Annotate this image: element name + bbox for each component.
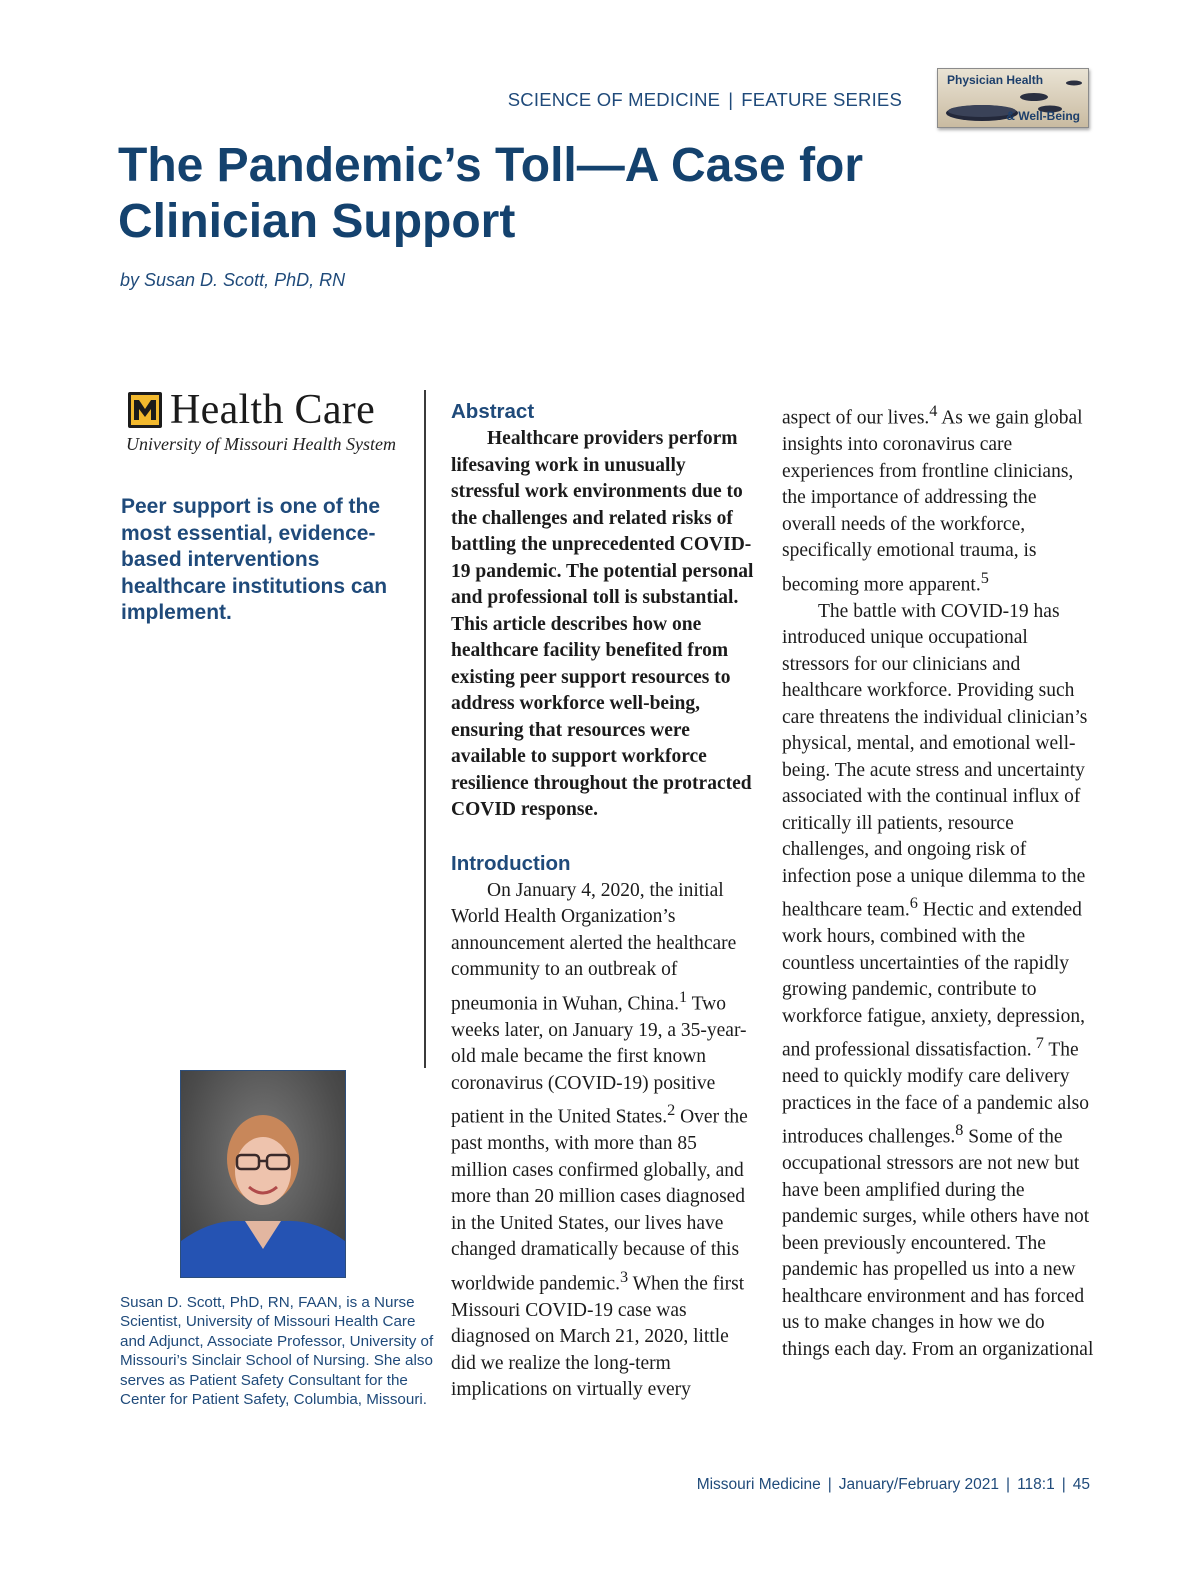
logo-name: Health Care — [170, 387, 376, 433]
author-bio: Susan D. Scott, PhD, RN, FAAN, is a Nurse Scientist, University of Missouri Health Care and Adjunct, Associate Professor, University of Missouri’s Sinclair School of Nursing. She also serves as Patient Safety Consultant for the Center for Patient Safety, Columbia, Missouri. — [120, 1294, 434, 1409]
introduction-heading: Introduction — [451, 851, 571, 875]
introduction-paragraph: On January 4, 2020, the initial World Health Organization’s announcement alerted the healthcare community to an outbreak of pneumonia in Wuhan, China.$^1$ Two weeks later, on January 19, a 35-year-old male became the first known coronavirus (COVID-19) positive patient in the United States.$^2$ Over the past months, with more than 85 million cases confirmed globally, and more than 20 million cases diagnosed in the United States, our lives have changed dramatically because of this worldwide pandemic.$^3$ When the first Missouri COVID-19 case was diagnosed on March 21, 2020, little did we realize the long-term implications on virtually every — [451, 879, 748, 1400]
reference-1: 1 — [678, 987, 688, 1006]
page-number: 45 — [1072, 1476, 1090, 1493]
author-photo — [180, 1070, 346, 1278]
reference-4: 4 — [929, 402, 938, 420]
abstract-heading: Abstract — [451, 400, 535, 423]
reference-6: 6 — [909, 894, 918, 912]
issue-date: January/February 2021 — [838, 1476, 1000, 1493]
reference-8: 8 — [955, 1121, 964, 1139]
section-label: SCIENCE OF MEDICINE — [507, 89, 721, 110]
abstract-text: Healthcare providers perform lifesaving work in unusually stressful work environments due to the challenges and related risks of battling the unprecedented COVID-19 pandemic. The potential personal and professional toll is substantial. This article describes how one healthcare facility benefited from existing peer support resources to address workforce well-being, ensuring that resources were available to support workforce resilience throughout the protracted COVID response. — [451, 428, 754, 820]
author-portrait-icon — [181, 1071, 345, 1277]
badge-subtitle: & Well-Being — [1006, 109, 1080, 123]
body-paragraph: The battle with COVID-19 has introduced unique occupational stressors for our clinicians and healthcare workforce. Providing such care threatens the individual clinician’s physical, mental, and emotional well-being. The acute stress and uncertainty associated with the continual influx of critically ill patients, resource challenges, and ongoing risk of infection pose a unique dilemma to the healthcare team.$^6$ Hectic and extended work hours, combined with the countless uncertainties of the rapidly growing pandemic, contribute to workforce fatigue, anxiety, depression, and professional dissatisfaction. $^7$ The need to quickly modify care delivery practices in the face of a pandemic also introduces challenges.$^8$ Some of the occupational stressors are not new but have been amplified during the pandemic surges, while others have not been previously encountered. The pandemic has propelled us into a new healthcare environment and has forced us to make changes in how we do things each day. From an organizational — [782, 600, 1094, 1360]
column-divider — [424, 390, 426, 1068]
byline: by Susan D. Scott, PhD, RN — [120, 270, 346, 290]
reference-3: 3 — [619, 1267, 629, 1286]
reference-2: 2 — [667, 1101, 676, 1119]
continued-paragraph: aspect of our lives.$^4$ As we gain global insights into coronavirus care experiences from frontline clinicians, the importance of addressing the overall needs of the workforce, specifically emotional trauma, is becoming more apparent.$^5$ — [782, 402, 1083, 595]
reference-5: 5 — [980, 568, 989, 587]
page-footer: Missouri Medicine | January/February 2021 | 118:1 | 45 — [696, 1476, 1090, 1493]
university-shield-icon — [128, 392, 162, 428]
journal-name: Missouri Medicine — [696, 1476, 821, 1493]
article-column-1 — [451, 398, 757, 1404]
series-label: FEATURE SERIES — [741, 89, 902, 110]
pull-quote: Peer support is one of the most essential, evidence-based interventions healthcare institutions can implement. — [121, 495, 388, 624]
article-title: The Pandemic’s Toll—A Case for Clinician Support — [118, 139, 864, 248]
article-column-2 — [782, 398, 1094, 1363]
series-badge — [937, 68, 1089, 128]
section-header: SCIENCE OF MEDICINE | FEATURE SERIES — [507, 89, 902, 110]
badge-title: Physician Health — [947, 73, 1044, 87]
reference-7: 7 — [1031, 1034, 1044, 1052]
volume: 118:1 — [1017, 1476, 1055, 1493]
logo-subtitle: University of Missouri Health System — [126, 434, 396, 454]
